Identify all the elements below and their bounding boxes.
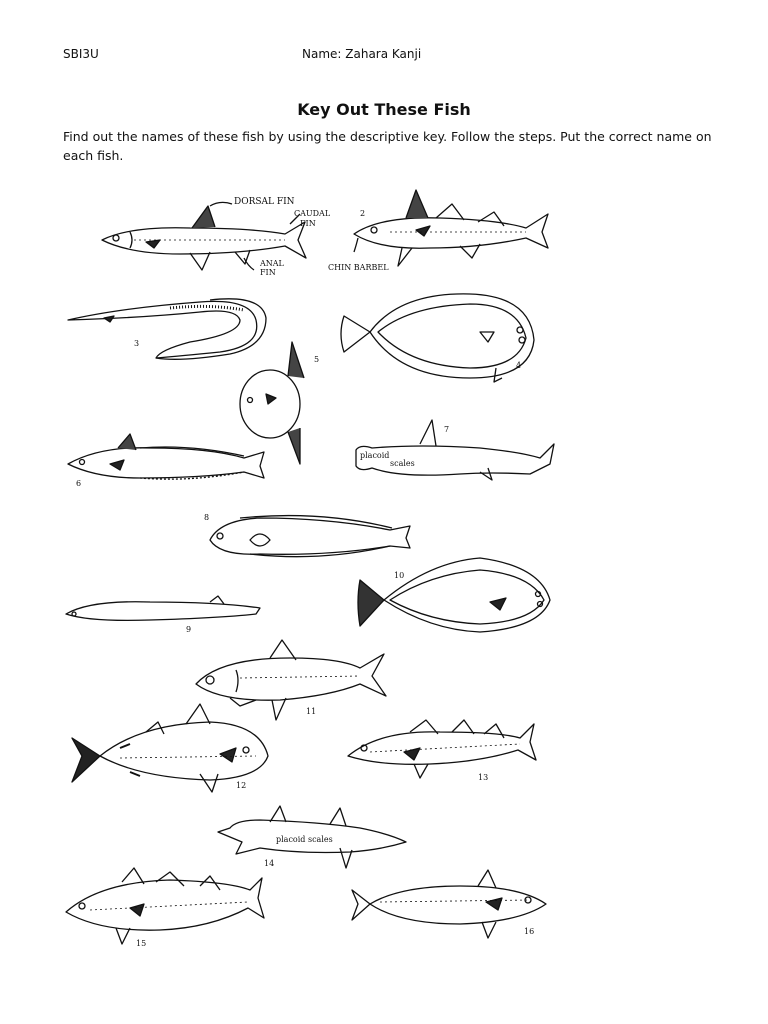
fish-number-2: 2 [360,209,366,218]
fish-9 [66,596,260,634]
fish-16 [352,870,546,938]
fish-7 [356,420,554,480]
fish-10 [358,558,550,632]
fish-6 [68,434,264,488]
placoid-label-7a: placoid [360,451,390,460]
fish-4 [341,294,534,382]
fish-2 [328,190,548,272]
chin-barbel-label: CHIN BARBEL [328,263,389,272]
caudal-fin-label-1: CAUDAL [294,209,331,218]
fish-illustration [60,182,600,962]
fish-number-16: 16 [524,927,535,936]
fish-number-11: 11 [306,707,317,716]
placoid-label-14: placoid scales [276,835,333,844]
fish-number-14: 14 [264,859,275,868]
fish-number-8: 8 [204,513,210,522]
fish-number-6: 6 [76,479,82,488]
fish-11 [196,640,386,720]
fish-number-4: 4 [516,361,522,370]
fish-number-13: 13 [478,773,489,782]
fish-number-5: 5 [314,355,320,364]
fish-number-3: 3 [134,339,140,348]
fish-8 [204,513,410,557]
fish-number-7: 7 [444,425,450,434]
fish-number-15: 15 [136,939,147,948]
course-code: SBI3U [63,47,99,61]
student-name: Name: Zahara Kanji [302,47,422,61]
fish-13 [348,720,536,782]
anal-fin-label-1: ANAL [260,259,284,268]
fish-12 [72,704,268,792]
dorsal-fin-label: DORSAL FIN [234,197,295,207]
fish-number-9: 9 [186,625,192,634]
page-title: Key Out These Fish [297,100,471,119]
fish-number-12: 12 [236,781,247,790]
fish-5 [240,342,319,464]
instructions: Find out the names of these fish by using the descriptive key. Follow the steps. Put the correct name on each fish. [63,129,712,163]
anal-fin-label-2: FIN [260,268,276,277]
fish-14 [218,806,406,868]
fish-15 [66,868,264,948]
fish-number-10: 10 [394,571,405,580]
placoid-label-7b: scales [390,459,415,468]
fish-1 [102,197,331,277]
fish-3 [68,299,266,360]
caudal-fin-label-2: FIN [300,219,316,228]
